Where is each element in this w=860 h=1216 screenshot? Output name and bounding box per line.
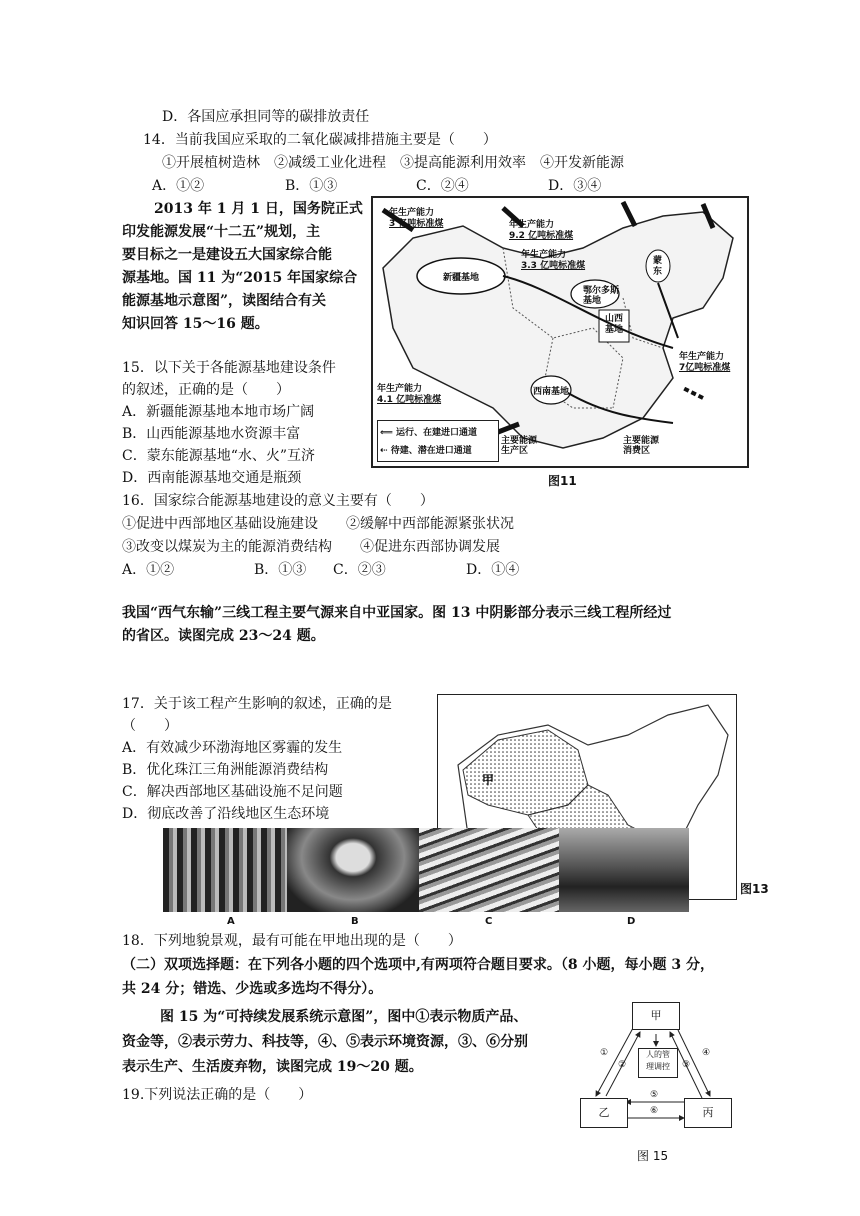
- figure-11-energy-map: [371, 196, 749, 468]
- cap-xinjiang-l2: 3 亿吨标准煤: [389, 219, 444, 229]
- legend-production: [501, 436, 537, 456]
- intro13-line1: 我国“西气东输”三线工程主要气源来自中亚国家。图 13 中阴影部分表示三线工程所经过: [122, 605, 672, 621]
- photo-c-glacier: [419, 828, 559, 912]
- photo-b-volcano: [287, 828, 419, 912]
- q14-option-c: C．②④: [416, 178, 469, 194]
- intro11-line3: 要目标之一是建设五大国家综合能: [122, 247, 332, 263]
- import-channel-sea: [683, 388, 703, 398]
- arrow-1: [596, 1028, 633, 1096]
- center-l2: 理调控: [646, 1062, 670, 1071]
- cap-shanxi-l2: 3.3 亿吨标准煤: [521, 261, 586, 271]
- legend-running-arrow: ⟸: [380, 428, 397, 438]
- label-erdos-base: [583, 286, 619, 306]
- photo-label-a: A: [227, 916, 235, 927]
- figure-15-caption: 图 15: [637, 1149, 669, 1163]
- legend-planned: [380, 443, 472, 456]
- label-arrow-6: ⑥: [650, 1106, 659, 1116]
- legend-consumption: [623, 436, 659, 456]
- intro11-line4: 源基地。国 11 为“2015 年国家综合: [122, 270, 358, 286]
- q13-option-d: D．各国应承担同等的碳排放责任: [162, 109, 370, 125]
- q15-stem-1: 15．以下关于各能源基地建设条件: [122, 360, 336, 376]
- intro13-line2: 的省区。读图完成 23～24 题。: [122, 628, 325, 644]
- q17-option-c: C．解决西部地区基础设施不足问题: [122, 784, 343, 800]
- photo-d-plateau: [559, 828, 689, 912]
- label-shanxi-l1: 山西: [605, 314, 624, 324]
- landform-photo-strip: [163, 828, 689, 932]
- q16-stem: 16．国家综合能源基地建设的意义主要有（ ）: [122, 493, 434, 509]
- intro15-line3: 表示生产、生活废弃物，读图完成 19～20 题。: [122, 1059, 423, 1075]
- q18-stem: 18．下列地貌景观，最有可能在甲地出现的是（ ）: [122, 933, 462, 949]
- cap-southwest-l1: 年生产能力: [377, 384, 423, 394]
- cap-xinjiang-l1: 年生产能力: [389, 208, 435, 218]
- label-shanxi-base: [605, 314, 623, 336]
- cap-southwest: [377, 384, 441, 406]
- legend-consumption-l2: 消费区: [623, 446, 651, 456]
- label-erdos-l2: 基地: [583, 296, 602, 306]
- q14-option-b: B．①③: [285, 178, 338, 194]
- q17-option-a: A．有效减少环渤海地区雾霾的发生: [122, 740, 343, 756]
- intro11-line1: 2013 年 1 月 1 日，国务院正式: [154, 201, 363, 217]
- q14-option-a: A．①②: [152, 178, 205, 194]
- center-management: [638, 1048, 678, 1078]
- figure-13-caption: 图13: [740, 882, 769, 896]
- photo-label-b: B: [351, 916, 359, 927]
- figure-15-diagram: [578, 1000, 734, 1130]
- legend-production-l1: 主要能源: [501, 436, 538, 446]
- node-yi: 乙: [580, 1098, 628, 1128]
- label-arrow-1: ①: [600, 1048, 609, 1058]
- section2-line2: 共 24 分；错选、少选或多选均不得分）。: [122, 981, 383, 997]
- q16-option-c: C．②③: [333, 562, 386, 578]
- q14-items: ①开展植树造林 ②减缓工业化进程 ③提高能源利用效率 ④开发新能源: [162, 155, 624, 171]
- photo-label-d: D: [627, 916, 636, 927]
- label-arrow-4: ④: [702, 1048, 711, 1058]
- intro11-line2: 印发能源发展“十二五”规划，主: [122, 224, 321, 240]
- q15-stem-2: 的叙述，正确的是（ ）: [122, 382, 290, 398]
- cap-shanxi-l1: 年生产能力: [521, 250, 567, 260]
- q15-option-c: C．蒙东能源基地“水、火”互济: [122, 448, 316, 464]
- section2-line1: （二）双项选择题：在下列各小题的四个选项中,有两项符合题目要求。（8 小题，每小题 3 分，: [122, 957, 714, 973]
- legend-running-label: 运行、在建进口通道: [396, 428, 478, 438]
- label-mengdong-l1: 蒙: [653, 256, 663, 266]
- q14-stem: 14．当前我国应采取的二氧化碳减排措施主要是（ ）: [143, 132, 497, 148]
- legend-running: [380, 425, 477, 438]
- q15-option-a: A．新疆能源基地本地市场广阔: [122, 404, 315, 420]
- photo-label-c: C: [485, 916, 493, 927]
- cap-east-l1: 年生产能力: [679, 352, 725, 362]
- cap-east: [679, 352, 730, 374]
- label-erdos-l1: 鄂尔多斯: [583, 286, 620, 296]
- q17-option-b: B．优化珠江三角洲能源消费结构: [122, 762, 329, 778]
- photo-a-karst: [163, 828, 287, 912]
- q16-option-b: B．①③: [254, 562, 307, 578]
- q16-option-d: D．①④: [466, 562, 520, 578]
- figure-11-caption: 图11: [548, 474, 577, 488]
- q19-stem: 19.下列说法正确的是（ ）: [122, 1087, 313, 1103]
- china-outline: [383, 212, 733, 448]
- legend-production-l2: 生产区: [501, 446, 529, 456]
- label-arrow-3: ③: [682, 1060, 691, 1070]
- label-shanxi-l2: 基地: [605, 325, 624, 335]
- center-l1: 人的管: [646, 1050, 670, 1059]
- q17-stem-2: （ ）: [122, 718, 178, 734]
- legend-box: [377, 420, 499, 462]
- cap-erdos-l2: 9.2 亿吨标准煤: [509, 231, 574, 241]
- cap-east-l2: 7亿吨标准煤: [679, 363, 731, 373]
- q16-row2: ③改变以煤炭为主的能源消费结构 ④促进东西部协调发展: [122, 539, 500, 555]
- label-mengdong-base: [653, 256, 662, 278]
- cap-erdos-l1: 年生产能力: [509, 220, 555, 230]
- label-mengdong-l2: 东: [653, 267, 663, 277]
- q17-stem-1: 17．关于该工程产生影响的叙述，正确的是: [122, 696, 392, 712]
- intro11-line5: 能源基地示意图”，读图结合有关: [122, 293, 327, 309]
- node-bing: 丙: [684, 1098, 732, 1128]
- label-arrow-2: ②: [618, 1060, 627, 1070]
- label-southwest-base: 西南基地: [533, 387, 570, 397]
- q16-row1: ①促进中西部地区基础设施建设 ②缓解中西部能源紧张状况: [122, 516, 514, 532]
- intro15-line2: 资金等，②表示劳力、科技等，④、⑤表示环境资源，③、⑥分别: [122, 1034, 528, 1050]
- cap-xinjiang: [389, 208, 443, 230]
- label-arrow-5: ⑤: [650, 1090, 659, 1100]
- q16-option-a: A．①②: [122, 562, 175, 578]
- legend-planned-arrow: ⇠: [380, 446, 391, 456]
- import-channel-mongolia: [623, 202, 635, 226]
- intro11-line6: 知识回答 15～16 题。: [122, 316, 269, 332]
- node-jia: 甲: [632, 1002, 680, 1030]
- label-jia: 甲: [482, 773, 495, 787]
- q15-option-b: B．山西能源基地水资源丰富: [122, 426, 301, 442]
- cap-southwest-l2: 4.1 亿吨标准煤: [377, 395, 442, 405]
- legend-planned-label: 待建、潜在进口通道: [390, 446, 472, 456]
- legend-consumption-l1: 主要能源: [623, 436, 660, 446]
- q15-option-d: D．西南能源基地交通是瓶颈: [122, 470, 302, 486]
- label-xinjiang-base: 新疆基地: [443, 273, 480, 283]
- cap-erdos: [509, 220, 573, 242]
- cap-shanxi: [521, 250, 585, 272]
- intro15-line1: 图 15 为“可持续发展系统示意图”，图中①表示物质产品、: [160, 1009, 528, 1025]
- q14-option-d: D．③④: [548, 178, 602, 194]
- q17-option-d: D．彻底改善了沿线地区生态环境: [122, 806, 330, 822]
